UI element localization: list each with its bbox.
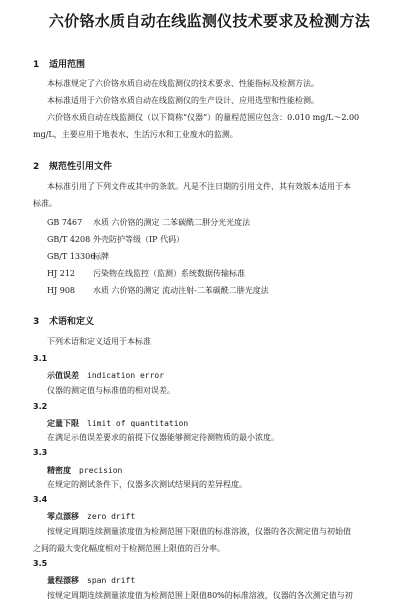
term-heading	[47, 465, 122, 476]
term-chinese: 示值误差	[47, 371, 79, 380]
paragraph: 六价铬水质自动在线监测仪（以下简称“仪器”）的量程范围应包含：0.010 mg/L～2.00	[47, 113, 360, 122]
term-number: 3.1	[33, 354, 48, 363]
term-definition: 仪器的测定值与标准值的相对误差。	[47, 386, 175, 395]
reference-text: 外壳防护等级（IP 代码）	[93, 235, 185, 244]
reference-item	[47, 285, 269, 296]
reference-code: GB/T 4208	[47, 235, 91, 244]
reference-code: HJ 212	[47, 269, 75, 278]
term-definition-continuation: 之间的最大变化幅度相对于检测范围上限值的百分率。	[33, 544, 225, 553]
term-number: 3.2	[33, 402, 48, 411]
reference-code: HJ 908	[47, 286, 75, 295]
section-2-heading	[33, 159, 112, 172]
paragraph: 本标准引用了下列文件或其中的条款。凡是不注日期的引用文件，其有效版本适用于本	[47, 182, 351, 191]
term-definition: 按规定周期连续测量浓度值为检测范围上限值80%的标准溶液，仪器的各次测定值与初	[47, 591, 353, 600]
paragraph: 本标准规定了六价铬水质自动在线监测仪的技术要求、性能指标及检测方法。	[47, 79, 319, 88]
paragraph: 下列术语和定义适用于本标准	[47, 337, 151, 346]
reference-text: 污染物在线监控（监测）系统数据传输标准	[93, 269, 245, 278]
reference-code: GB 7467	[47, 218, 83, 227]
reference-item	[47, 268, 245, 279]
paragraph: 本标准适用于六价铬水质自动在线监测仪的生产设计、应用选型和性能检测。	[47, 96, 319, 105]
term-english: zero drift	[87, 512, 136, 521]
term-heading	[47, 370, 164, 381]
section-number: 2	[33, 162, 40, 172]
term-number: 3.5	[33, 559, 48, 568]
term-english: precision	[79, 466, 123, 475]
reference-code: GB/T 13306	[47, 252, 96, 261]
term-english: indication error	[87, 371, 165, 380]
section-title: 规范性引用文件	[49, 162, 113, 172]
term-chinese: 精密度	[47, 466, 71, 475]
section-title: 术语和定义	[49, 317, 95, 327]
term-heading	[47, 511, 135, 522]
term-chinese: 量程漂移	[47, 576, 79, 585]
reference-item	[47, 217, 250, 228]
term-chinese: 定量下限	[47, 419, 79, 428]
section-1-heading	[33, 57, 85, 70]
reference-text: 水质 六价铬的测定 二苯碳酰二肼分光光度法	[93, 218, 251, 227]
term-english: span drift	[87, 576, 136, 585]
section-title: 适用范围	[49, 60, 86, 70]
reference-item	[47, 251, 109, 262]
document-title: 六价铬水质自动在线监测仪技术要求及检测方法	[48, 12, 371, 30]
paragraph-continuation: 标准。	[33, 199, 57, 208]
section-number: 1	[33, 60, 40, 70]
term-heading	[47, 418, 188, 429]
section-number: 3	[33, 317, 40, 327]
section-3-heading	[33, 314, 94, 327]
term-number: 3.3	[33, 448, 48, 457]
reference-text: 水质 六价铬的测定 流动注射-二苯碳酰二肼光度法	[93, 286, 269, 295]
term-definition: 在规定的测试条件下，仪器多次测试结果间的差异程度。	[47, 480, 247, 489]
reference-item	[47, 234, 184, 245]
term-chinese: 零点漂移	[47, 512, 79, 521]
term-number: 3.4	[33, 495, 48, 504]
paragraph-continuation: mg/L，主要应用于地表水、生活污水和工业废水的监测。	[33, 130, 238, 139]
term-definition: 在满足示值误差要求的前提下仪器能够测定待测物质的最小浓度。	[47, 433, 279, 442]
term-heading	[47, 575, 135, 586]
term-definition: 按规定周期连续测量浓度值为检测范围下限值的标准溶液，仪器的各次测定值与初始值	[47, 527, 351, 536]
term-english: limit of quantitation	[87, 419, 189, 428]
reference-text: 标牌	[93, 252, 109, 261]
